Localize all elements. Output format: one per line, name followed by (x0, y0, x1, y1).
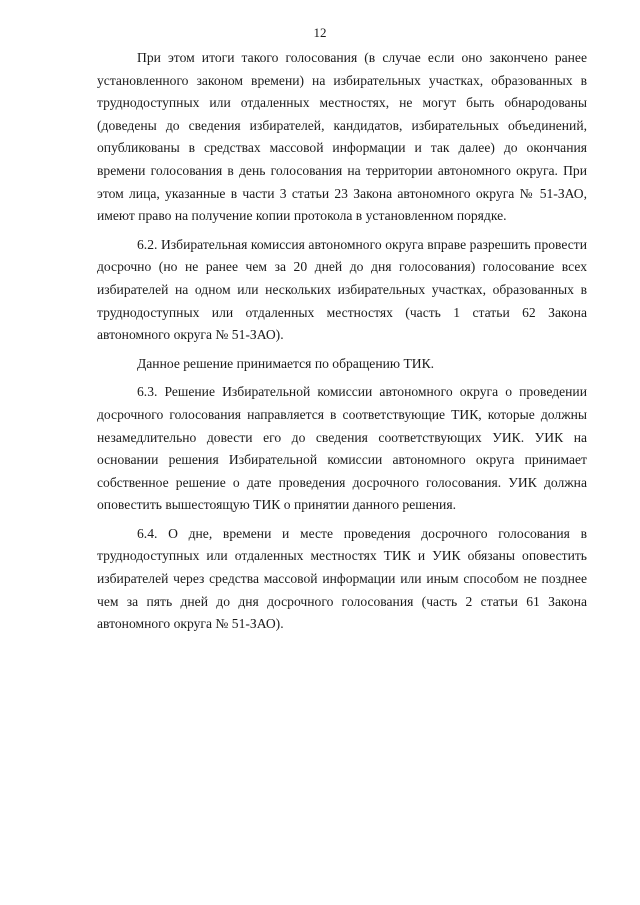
paragraph-6-2: 6.2. Избирательная комиссия автономного округа вправе разрешить провести досрочно (но не ранее чем за 20 дней до дня голосования) голосование всех избирателей на одном или нескольких избирательных участках, образованных в труднодоступных или отдаленных местностях (часть 1 статьи 62 Закона автономного округа № 51-ЗАО). (97, 236, 587, 343)
document-body (97, 47, 587, 636)
page-number: 12 (313, 25, 327, 40)
paragraph-6-4: 6.4. О дне, времени и месте проведения досрочного голосования в труднодоступных или отдаленных местностях ТИК и УИК обязаны оповестить избирателей через средства массовой информации или иным способом не позднее чем за пять дней до дня досрочного голосования (часть 2 статьи 61 Закона автономного округа № 51-ЗАО). (97, 525, 587, 632)
paragraph-voting-results: При этом итоги такого голосования (в случае если оно закончено ранее установленного законом времени) на избирательных участках, образованных в труднодоступных или отдаленных местностях, не могут быть обнародованы (доведены до сведения избирателей, кандидатов, избирательных объединений, опубликованы в средствах массовой информации и так далее) до окончания времени голосования в день голосования на территории автономного округа. При этом лица, указанные в части 3 статьи 23 Закона автономного округа № 51-ЗАО, имеют право на получение копии протокола в установленном порядке. (97, 50, 587, 224)
paragraph-tik-request: Данное решение принимается по обращению ТИК. (137, 355, 435, 371)
paragraph-6-3: 6.3. Решение Избирательной комиссии автономного округа о проведении досрочного голосования направляется в соответствующие ТИК, которые должны незамедлительно довести его до сведения соответствующих УИК. УИК на основании решения Избирательной комиссии автономного округа принимает собственное решение о дате проведения досрочного голосования. УИК должна оповестить вышестоящую ТИК о принятии данного решения. (97, 384, 587, 513)
